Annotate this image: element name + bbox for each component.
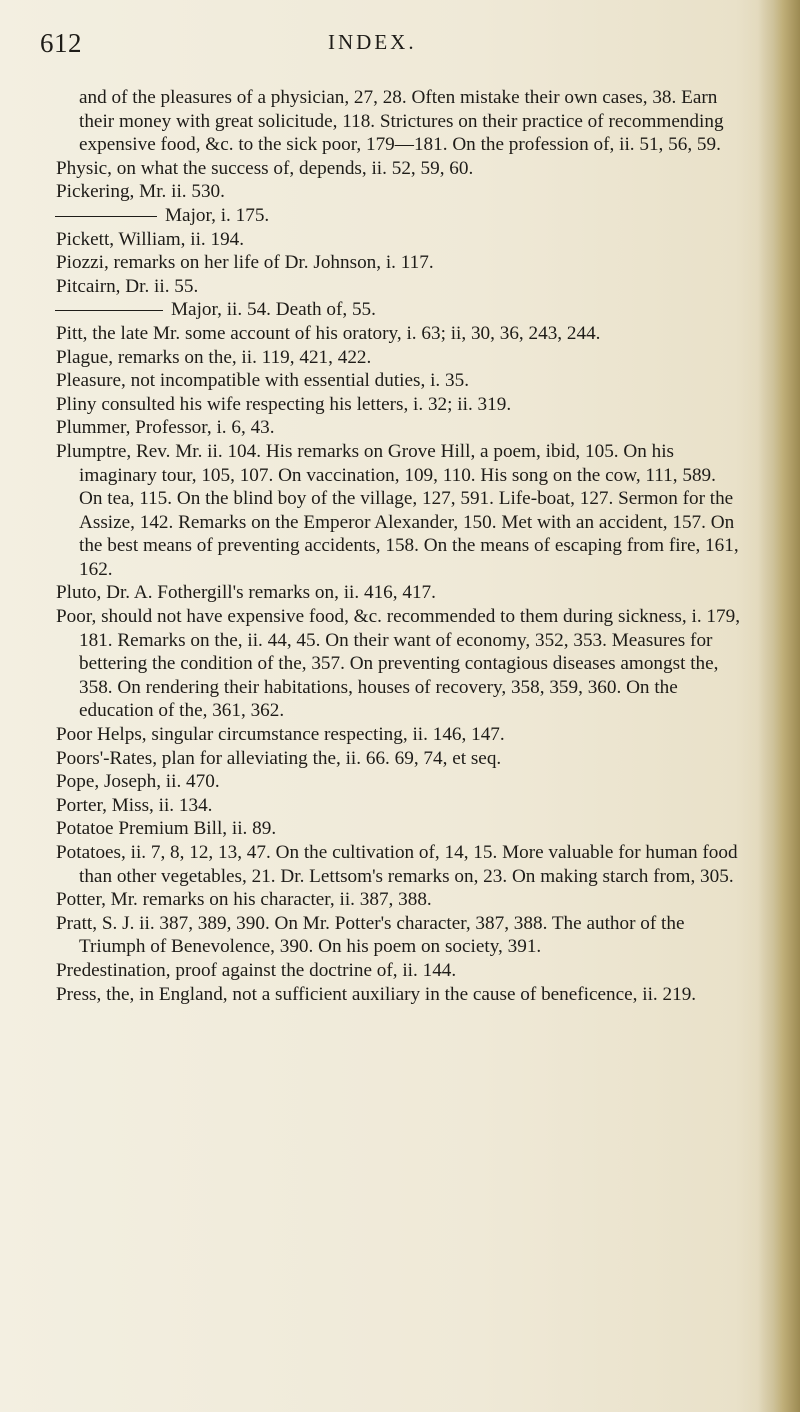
index-entry: Poor Helps, singular circumstance respecting, ii. 146, 147. [56, 724, 505, 746]
index-entry: Poors'-Rates, plan for alleviating the, ii. 66. 69, 74, et seq. [56, 747, 502, 769]
index-entry: Pickett, William, ii. 194. [56, 228, 245, 250]
running-head: INDEX. [328, 30, 417, 54]
index-entry: Pickering, Mr. ii. 530. [56, 181, 225, 203]
page-number: 612 [40, 28, 82, 58]
index-column [56, 86, 740, 1006]
index-entry: Potatoes, ii. 7, 8, 12, 13, 47. On the cultivation of, 14, 15. More valuable for human food than other vegetables, 21. Dr. Lettsom's remarks on, 23. On making starch from, 305. [56, 842, 738, 887]
ditto-dash [55, 310, 163, 311]
index-subentry-text: Major, i. 175. [165, 204, 270, 226]
index-entry: Plummer, Professor, i. 6, 43. [56, 417, 275, 439]
index-entry: Predestination, proof against the doctrine of, ii. 144. [56, 959, 457, 981]
index-entry: Pliny consulted his wife respecting his letters, i. 32; ii. 319. [56, 393, 512, 415]
index-entry: Poor, should not have expensive food, &c. recommended to them during sickness, i. 179, 181. Remarks on the, ii. 44, 45. On their want of economy, 352, 353. Measures for bettering the condition of the, 357. On preventing contagious diseases amongst the, 358. On rendering their habitations, houses of recovery, 358, 359, 360. On the education of the, 361, 362. [56, 606, 740, 722]
index-subentry [56, 298, 740, 322]
index-entry: Potatoe Premium Bill, ii. 89. [56, 818, 277, 840]
ditto-dash [55, 216, 157, 217]
index-entry: Pitcairn, Dr. ii. 55. [56, 275, 199, 297]
index-entry: Porter, Miss, ii. 134. [56, 794, 213, 816]
index-entry: Plague, remarks on the, ii. 119, 421, 422. [56, 346, 372, 368]
index-entry: Pratt, S. J. ii. 387, 389, 390. On Mr. Potter's character, 387, 388. The author of the Triumph of Benevolence, 390. On his poem on society, 391. [56, 912, 685, 958]
index-entry: Pope, Joseph, ii. 470. [56, 771, 220, 793]
index-entry: Potter, Mr. remarks on his character, ii. 387, 388. [56, 889, 432, 911]
index-subentry-text: Major, ii. 54. Death of, 55. [171, 299, 376, 321]
index-subentry [56, 204, 740, 228]
index-entry: Pleasure, not incompatible with essential duties, i. 35. [56, 370, 469, 392]
index-entry: Piozzi, remarks on her life of Dr. Johnson, i. 117. [56, 252, 434, 274]
index-entry: Pitt, the late Mr. some account of his oratory, i. 63; ii, 30, 36, 243, 244. [56, 322, 601, 344]
page-edge-shadow [758, 0, 800, 1412]
index-entry: Pluto, Dr. A. Fothergill's remarks on, ii. 416, 417. [56, 582, 436, 604]
index-entry: Plumptre, Rev. Mr. ii. 104. His remarks on Grove Hill, a poem, ibid, 105. On his imaginary tour, 105, 107. On vaccination, 109, 110. His song on the cow, 111, 589. On tea, 115. On the blind boy of the village, 127, 591. Life-boat, 127. Sermon for the Assize, 142. Remarks on the Emperor Alexander, 150. Met with an accident, 157. On the best means of preventing accidents, 158. On the means of escaping from fire, 161, 162. [56, 440, 739, 580]
index-entry: Press, the, in England, not a sufficient auxiliary in the cause of beneficence, ii. 219. [56, 983, 697, 1005]
index-entry-continued: and of the pleasures of a physician, 27, 28. Often mistake their own cases, 38. Earn their money with great solicitude, 118. Strictures on their practice of recommending expensive food, &c. to the sick poor, 179—181. On the profession of, ii. 51, 56, 59. [79, 87, 724, 156]
index-entry: Physic, on what the success of, depends, ii. 52, 59, 60. [56, 157, 474, 179]
page-header [40, 28, 700, 68]
